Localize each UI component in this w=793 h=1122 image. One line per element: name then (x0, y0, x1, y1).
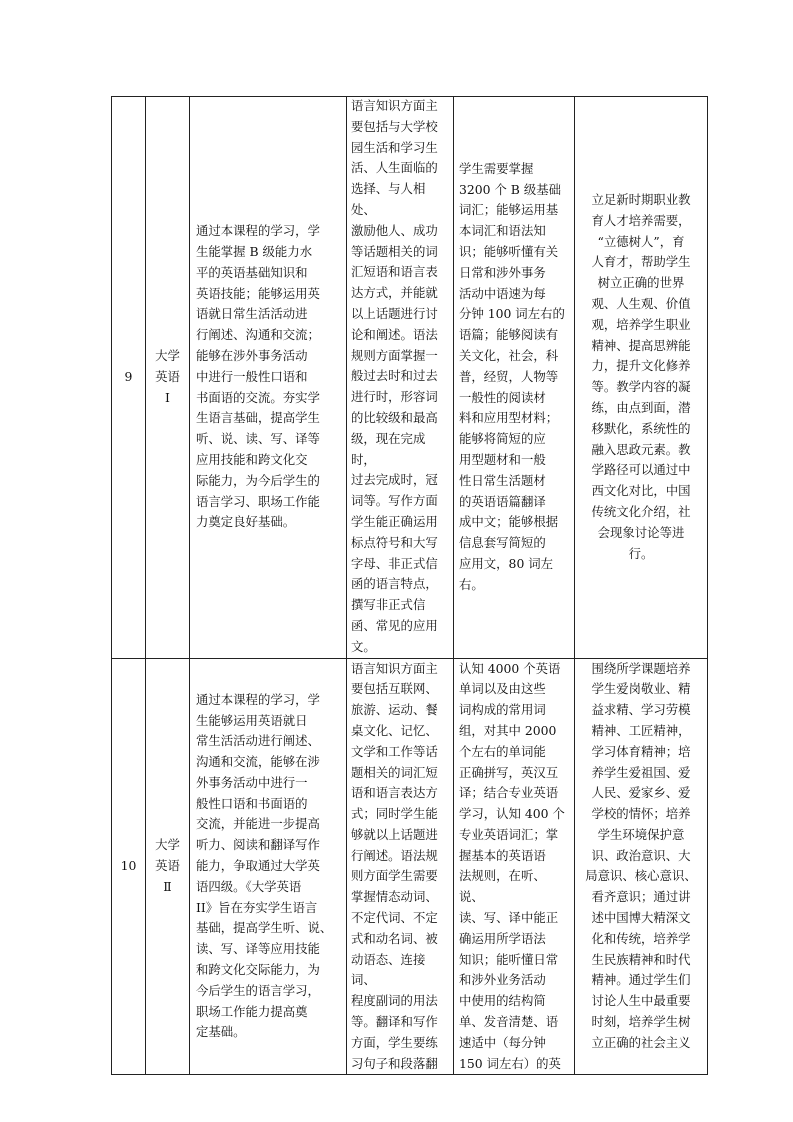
course-objective: 通过本课程的学习，学 生能掌握 B 级能力水 平的英语基础知识和 英语技能；能够运用英 语就日常生活活动进 行阐述、沟通和交流； 能够在涉外事务活动 中进行一般性口语和 书面语的交流。夯实学 生语言基础，提高学生 听、说、读、写、译等 应用技能和跨文化交 际能力，为今后学生的 语言学习、职场工作能 力奠定良好基础。 (190, 97, 347, 659)
course-requirements: 认知 4000 个英语 单词以及由这些 词构成的常用词 组，对其中 2000 个左右的单词能 正确拼写，英汉互 译；结合专业英语 学习，认知 400 个 专业英语词汇；掌 握基本的英语语 法规则，在听、说、 读、写、译中能正 确运用所学语法 知识；能听懂日常 和涉外业务活动 中使用的结构简 单、发音清楚、语 速适中（每分钟 150 词左右）的英 (454, 658, 575, 1075)
course-name: 大学 英语 Ⅰ (146, 97, 190, 659)
course-number: 9 (112, 97, 146, 659)
course-table (111, 96, 708, 1075)
course-content: 语言知识方面主 要包括互联网、 旅游、运动、餐 桌文化、记忆、 文学和工作等话 题相关的词汇短 语和语言表达方 式；同时学生能 够就以上话题进 行阐述。语法规 则方面学生需要 掌握情态动词、 不定代词、不定 式和动名词、被 动语态、连接词、 程度副词的用法 等。翻译和写作 方面，学生要练 习句子和段落翻 (347, 658, 454, 1075)
course-ideology: 立足新时期职业教 育人才培养需要， “立德树人”，育 人育才，帮助学生 树立正确的世界 观、人生观、价值 观，培养学生职业 精神、提高思辨能 力，提升文化修养 等。教学内容的凝 练，由点到面，潜 移默化，系统性的 融入思政元素。教 学路径可以通过中 西文化对比，中国 传统文化介绍，社 会现象讨论等进 行。 (575, 97, 708, 659)
course-content: 语言知识方面主 要包括与大学校 园生活和学习生 活、人生面临的 选择、与人相处、 激励他人、成功 等话题相关的词 汇短语和语言表 达方式，并能就 以上话题进行讨 论和阐述。语法 规则方面掌握一 般过去时和过去 进行时，形容词 的比较级和最高 级，现在完成时， 过去完成时，冠 词等。写作方面 学生能正确运用 标点符号和大写 字母、非正式信 函的语言特点， 撰写非正式信 函、常见的应用 文。 (347, 97, 454, 659)
table-row (112, 658, 708, 1075)
course-requirements: 学生需要掌握 3200 个 B 级基础 词汇；能够运用基 本词汇和语法知 识；能够听懂有关 日常和涉外事务 活动中语速为每 分钟 100 词左右的 语篇；能够阅读有 关文化，社会，科 普，经贸，人物等 一般性的阅读材 料和应用型材料； 能够将简短的应 用型题材和一般 性日常生活题材 的英语语篇翻译 成中文；能够根据 信息套写简短的 应用文，80 词左 右。 (454, 97, 575, 659)
table-row (112, 97, 708, 659)
course-ideology: 围绕所学课题培养 学生爱岗敬业、精 益求精、学习劳模 精神、工匠精神， 学习体育精神；培 养学生爱祖国、爱 人民、爱家乡、爱 学校的情怀；培养 学生环境保护意 识、政治意识、大 局意识、核心意识、 看齐意识；通过讲 述中国博大精深文 化和传统，培养学 生民族精神和时代 精神。通过学生们 讨论人生中最重要 时刻，培养学生树 立正确的社会主义 (575, 658, 708, 1075)
course-name: 大学 英语 Ⅱ (146, 658, 190, 1075)
course-objective: 通过本课程的学习，学 生能够运用英语就日 常生活活动进行阐述、 沟通和交流，能够在涉 外事务活动中进行一 般性口语和书面语的 交流，并能进一步提高 听力、阅读和翻译写作 能力，争取通过大学英 语四级。《大学英语 II》旨在夯实学生语言 基础，提高学生听、说、 读、写、译等应用技能 和跨文化交际能力，为 今后学生的语言学习， 职场工作能力提高奠 定基础。 (190, 658, 347, 1075)
course-number: 10 (112, 658, 146, 1075)
